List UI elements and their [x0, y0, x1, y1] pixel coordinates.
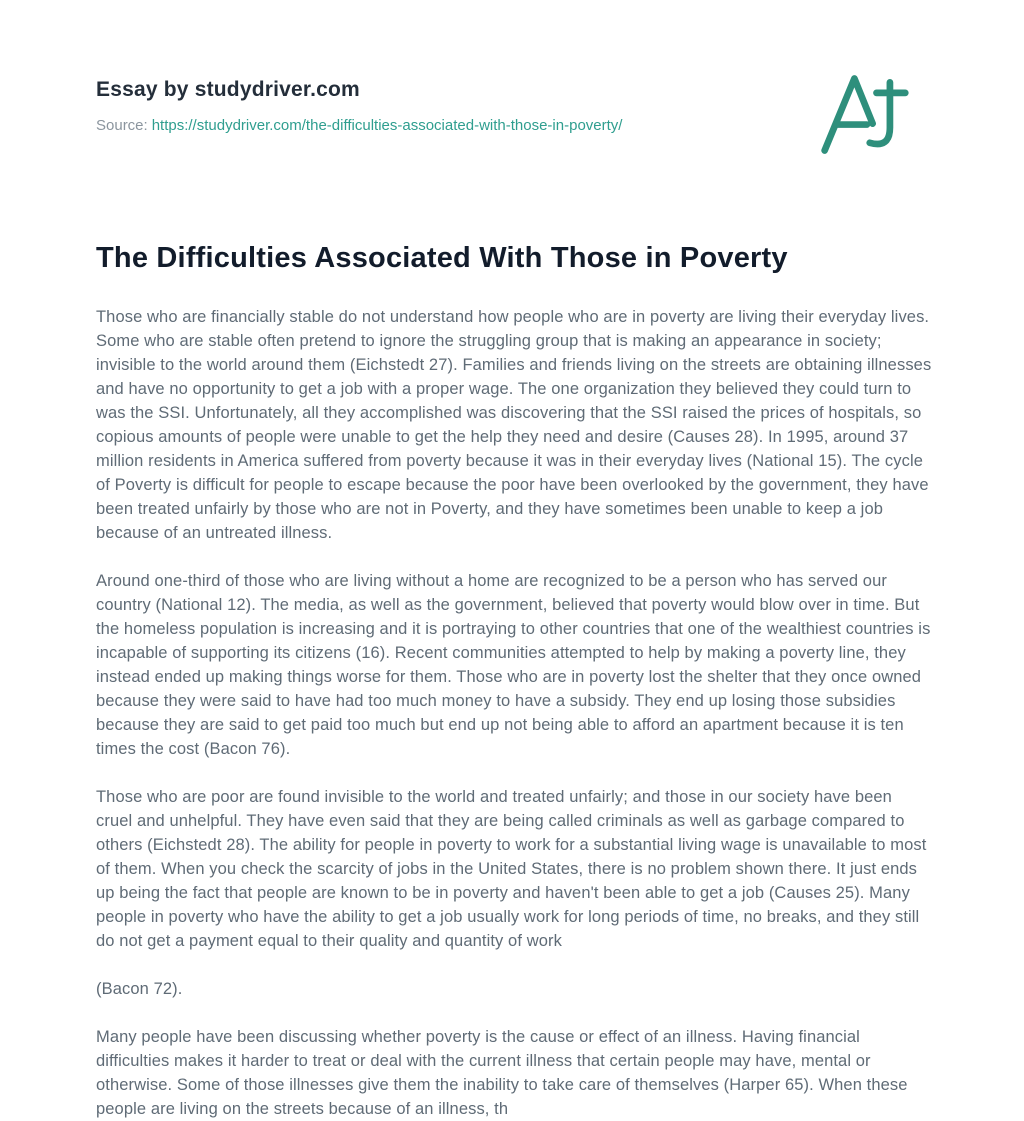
studydriver-logo-icon: [816, 66, 912, 162]
essay-paragraph-3: Those who are poor are found invisible to the world and treated unfairly; and those in our society have been cruel and unhelpful. They have even said that they are being called criminals as well as garbage compared to others (Eichstedt 28). The ability for people in poverty to work for a substantial living wage is unavailable to most of them. When you check the scarcity of jobs in the United States, there is no problem shown there. It just ends up being the fact that people are known to be in poverty and haven't been able to get a job (Causes 25). Many people in poverty who have the ability to get a job usually work for long periods of time, no breaks, and they still do not get a payment equal to their quality and quantity of work: [96, 788, 927, 950]
essay-paragraph-4: (Bacon 72).: [96, 980, 183, 998]
source-label: Source:: [96, 117, 148, 134]
essay-body: [96, 305, 932, 1121]
page-header: [96, 78, 928, 134]
source-link[interactable]: https://studydriver.com/the-difficulties-associated-with-those-in-poverty/: [151, 117, 623, 134]
essay-title: The Difficulties Associated With Those in Poverty: [96, 242, 788, 274]
essay-paragraph-1: Those who are financially stable do not understand how people who are in poverty are living their everyday lives. Some who are stable often pretend to ignore the struggling group that is making an appearance in society; invisible to the world around them (Eichstedt 27). Families and friends living on the streets are obtaining illnesses and have no opportunity to get a job with a proper wage. The one organization they believed they could turn to was the SSI. Unfortunately, all they accomplished was discovering that the SSI raised the prices of hospitals, so copious amounts of people were unable to get the help they need and desire (Causes 28). In 1995, around 37 million residents in America suffered from poverty because it was in their everyday lives (National 15). The cycle of Poverty is difficult for people to escape because the poor have been overlooked by the government, they have been treated unfairly by those who are not in Poverty, and they have sometimes been unable to keep a job because of an untreated illness.: [96, 308, 932, 542]
source-line: [96, 117, 928, 134]
site-byline: Essay by studydriver.com: [96, 78, 360, 101]
essay-paragraph-2: Around one-third of those who are living without a home are recognized to be a person who has served our country (National 12). The media, as well as the government, believed that poverty would blow over in time. But the homeless population is increasing and it is portraying to other countries that one of the wealthiest countries is incapable of supporting its citizens (16). Recent communities attempted to help by making a poverty line, they instead ended up making things worse for them. Those who are in poverty lost the shelter that they once owned because they were said to have had too much money to have a subsidy. They end up losing those subsidies because they are said to get paid too much but end up not being able to afford an apartment because it is ten times the cost (Bacon 76).: [96, 572, 931, 758]
essay-content: [96, 242, 932, 1121]
essay-paragraph-5: Many people have been discussing whether poverty is the cause or effect of an illness. Having financial difficulties makes it harder to treat or deal with the current illness that certain people may have, mental or otherwise. Some of those illnesses give them the inability to take care of themselves (Harper 65). When these people are living on the streets because of an illness, th: [96, 1028, 908, 1118]
